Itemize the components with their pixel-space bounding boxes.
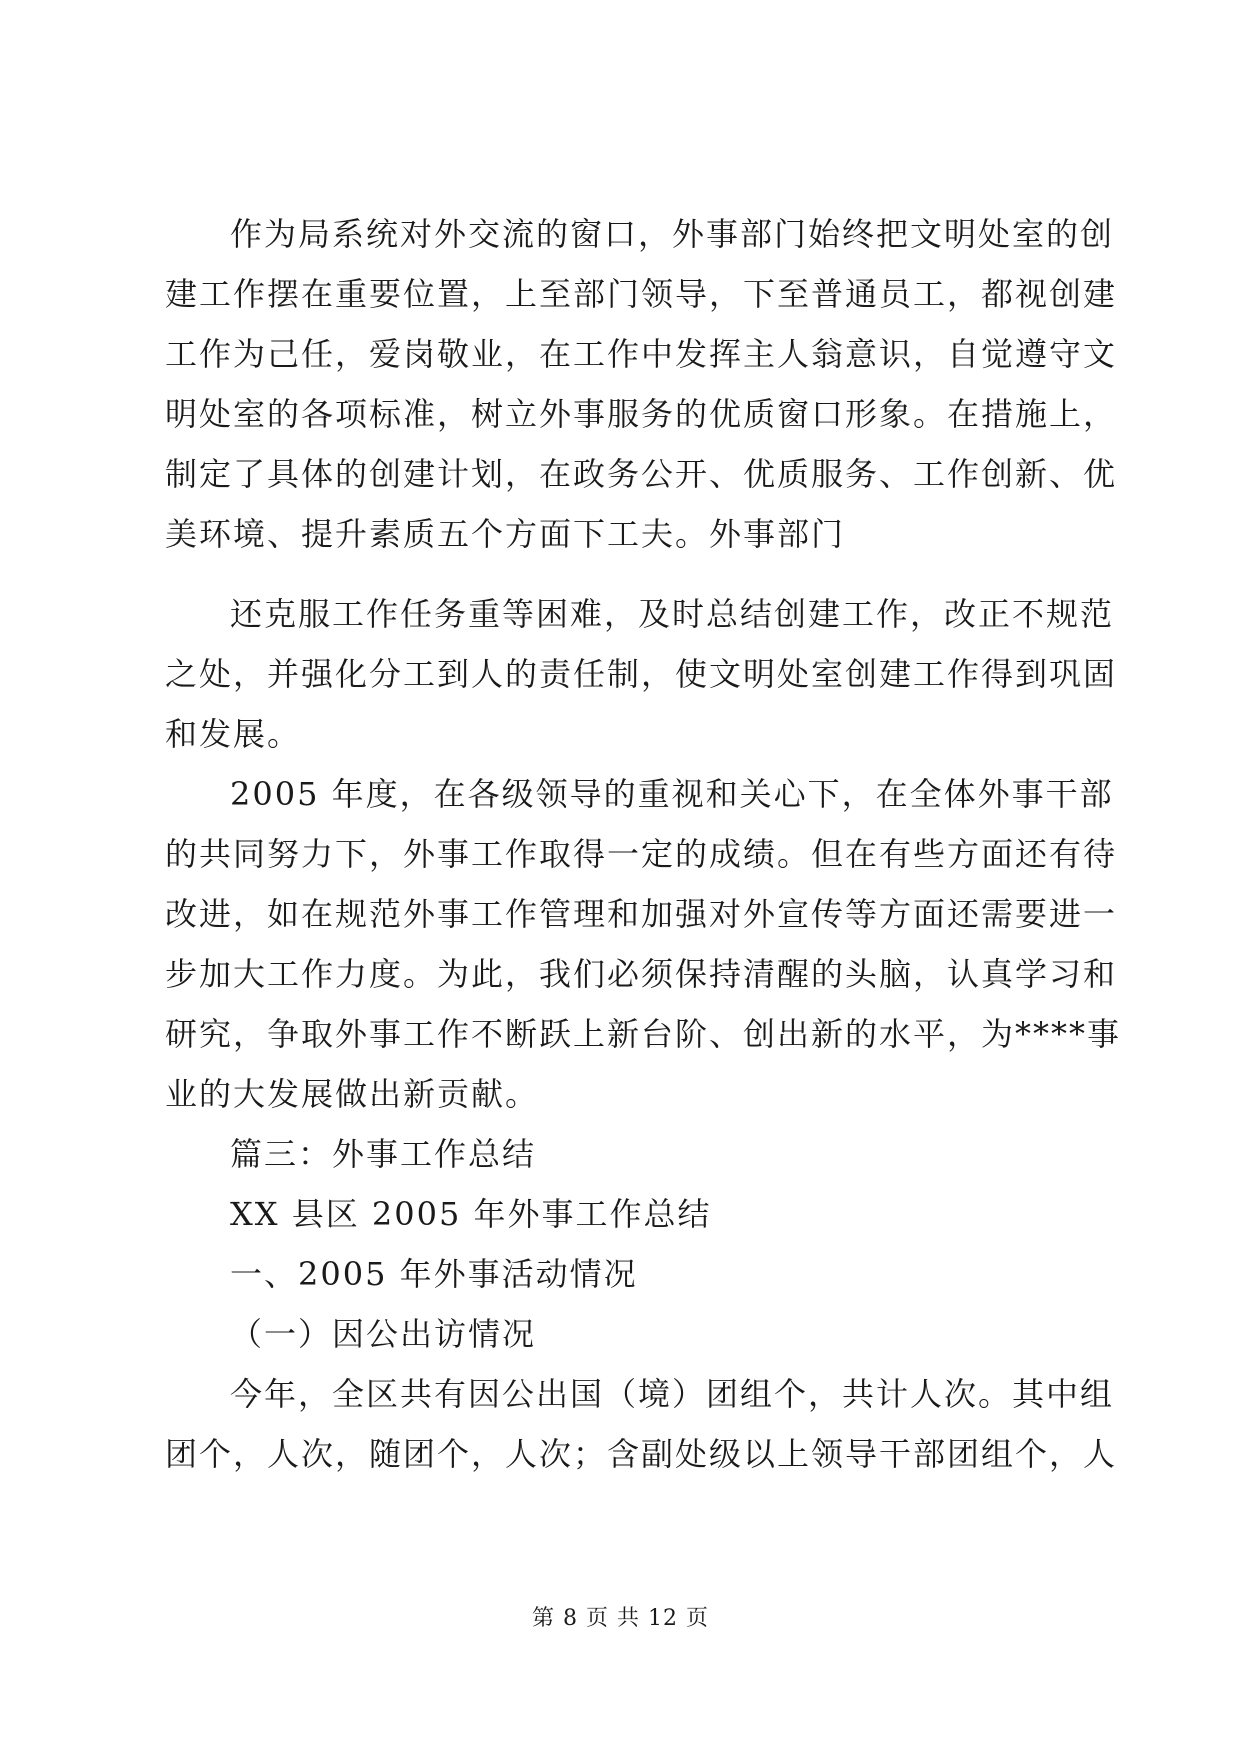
text-line: 美环境、提升素质五个方面下工夫。外事部门 [165,515,846,553]
text-line: 作为局系统对外交流的窗口，外事部门始终把文明处室的创 [230,215,1115,253]
text-line: 团个，人次，随团个，人次；含副处级以上领导干部团组个，人 [165,1435,1118,1473]
page-footer: 第 8 页 共 12 页 [532,1606,709,1631]
text-line: 工作为己任，爱岗敬业，在工作中发挥主人翁意识，自觉遵守文 [165,335,1118,373]
text-line: 今年，全区共有因公出国（境）团组个，共计人次。其中组 [230,1375,1115,1413]
text-line: 2005 年度，在各级领导的重视和关心下，在全体外事干部 [230,775,1114,813]
document-title: XX 县区 2005 年外事工作总结 [230,1195,712,1233]
text-line: 还克服工作任务重等困难，及时总结创建工作，改正不规范 [230,595,1115,633]
text-line: 制定了具体的创建计划，在政务公开、优质服务、工作创新、优 [165,455,1118,493]
text-line: 之处，并强化分工到人的责任制，使文明处室创建工作得到巩固 [165,655,1118,693]
section-heading: 篇三：外事工作总结 [230,1135,537,1173]
text-line: 研究，争取外事工作不断跃上新台阶、创出新的水平，为****事 [165,1015,1122,1053]
text-line: 建工作摆在重要位置，上至部门领导，下至普通员工，都视创建 [165,275,1118,313]
text-line: 明处室的各项标准，树立外事服务的优质窗口形象。在措施上， [165,395,1118,433]
text-line: 和发展。 [165,715,302,753]
subsection-heading: （一）因公出访情况 [230,1315,537,1353]
text-line: 业的大发展做出新贡献。 [165,1075,540,1113]
text-line: 改进，如在规范外事工作管理和加强对外宣传等方面还需要进一 [165,895,1118,933]
text-line: 的共同努力下，外事工作取得一定的成绩。但在有些方面还有待 [165,835,1118,873]
section-heading: 一、2005 年外事活动情况 [230,1255,638,1293]
text-line: 步加大工作力度。为此，我们必须保持清醒的头脑，认真学习和 [165,955,1118,993]
